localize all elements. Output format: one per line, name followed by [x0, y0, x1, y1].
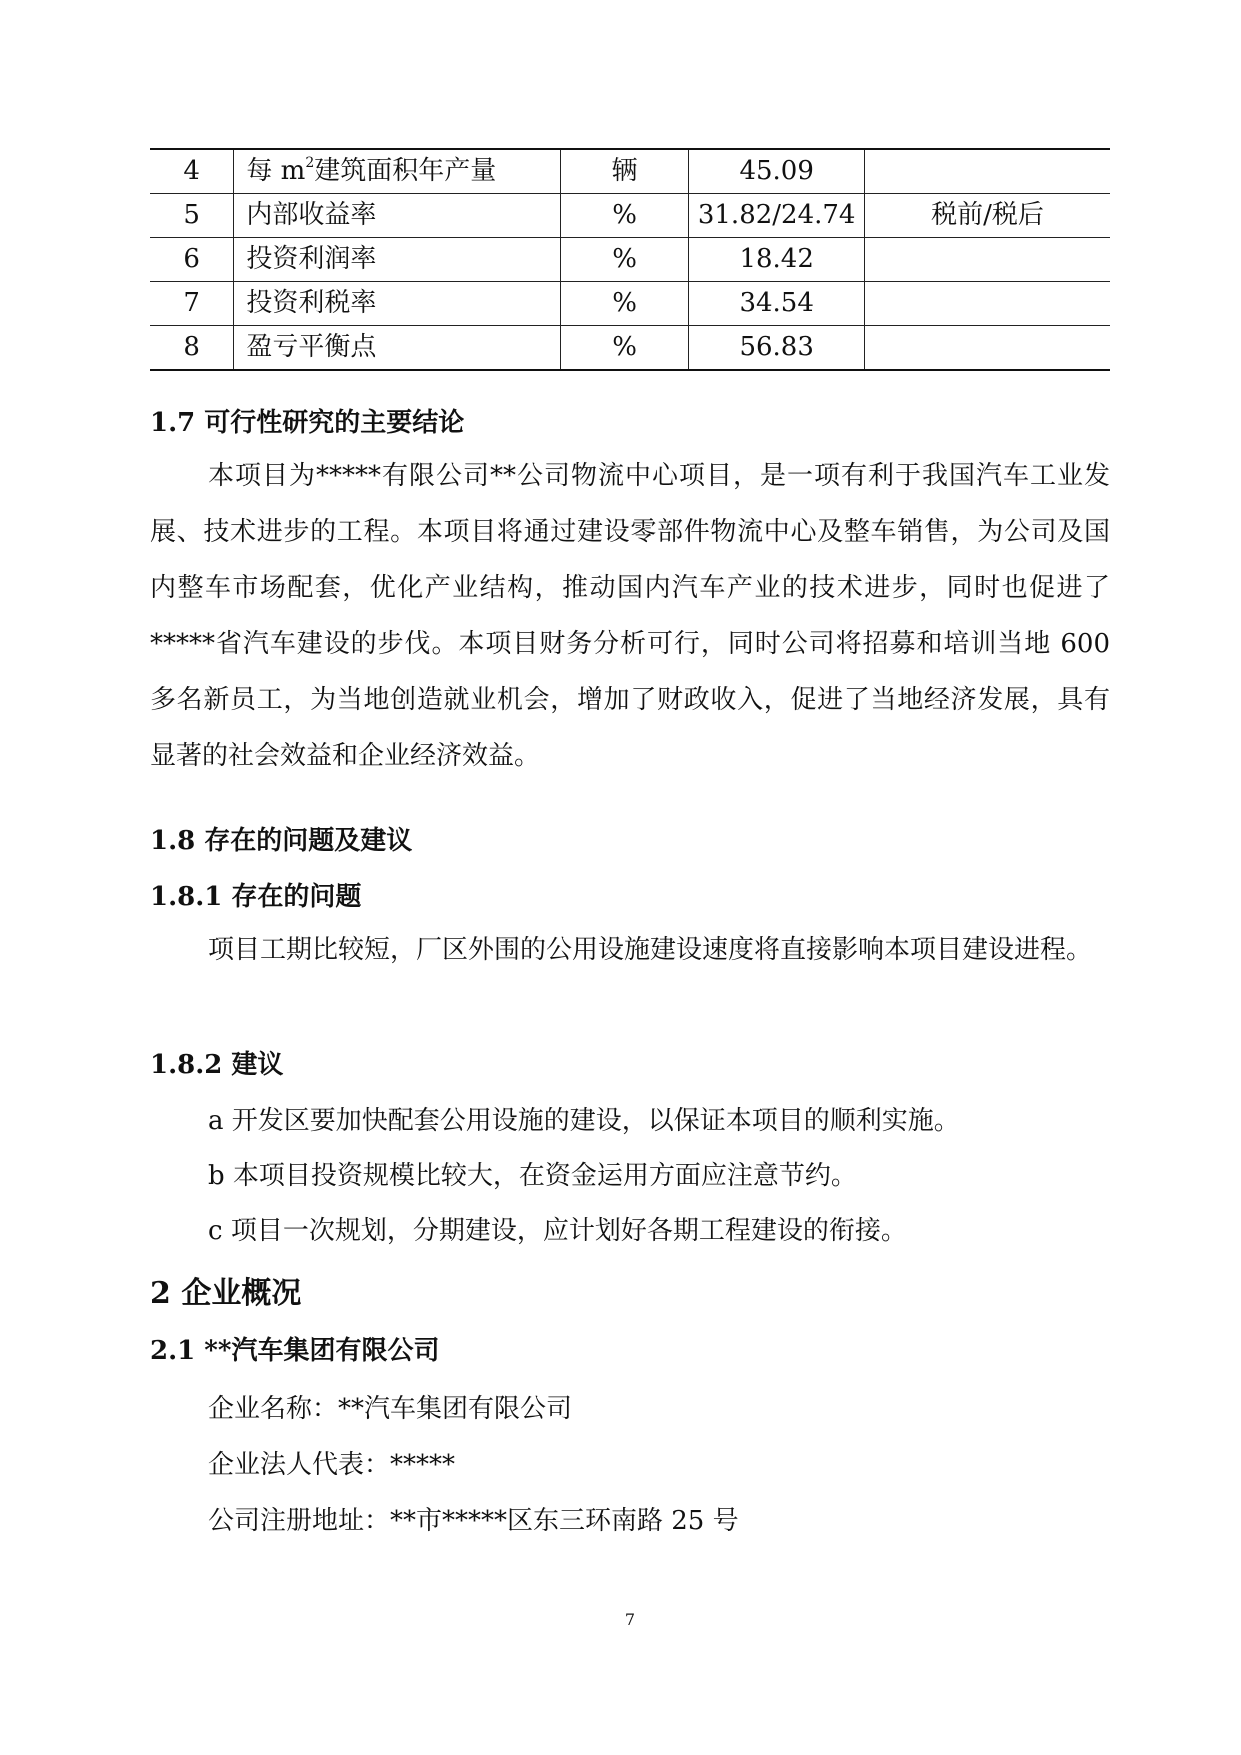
page-number: 7: [624, 1610, 636, 1629]
chapter-heading-2: 2 企业概况: [150, 1276, 302, 1311]
metric-name: 盈亏平衡点: [234, 326, 560, 371]
table-row: [150, 238, 1110, 282]
table-row: [150, 149, 1110, 194]
row-number: 6: [150, 238, 234, 282]
suggestion-item: a 开发区要加快配套公用设施的建设，以保证本项目的顺利实施。: [208, 1106, 960, 1136]
suggestion-item: b 本项目投资规模比较大，在资金运用方面应注意节约。: [208, 1161, 857, 1191]
row-number: 8: [150, 326, 234, 371]
metric-unit: 辆: [560, 149, 689, 194]
metric-note: [864, 149, 1110, 194]
metric-value: 34.54: [689, 282, 865, 326]
metric-name: 投资利税率: [234, 282, 560, 326]
suggestion-item: c 项目一次规划，分期建设，应计划好各期工程建设的衔接。: [208, 1216, 907, 1246]
section-heading-1-8: 1.8 存在的问题及建议: [150, 826, 413, 856]
company-name-line: 企业名称：**汽车集团有限公司: [208, 1394, 573, 1424]
problem-paragraph: 项目工期比较短，厂区外围的公用设施建设速度将直接影响本项目建设进程。: [208, 935, 1093, 965]
table-row: [150, 194, 1110, 238]
metric-unit: %: [560, 282, 689, 326]
table-row: [150, 282, 1110, 326]
row-number: 4: [150, 149, 234, 194]
metric-name: 每 $m^2$建筑面积年产量: [234, 149, 560, 194]
legal-representative-line: 企业法人代表：*****: [208, 1450, 456, 1480]
section-heading-2-1: 2.1 **汽车集团有限公司: [150, 1336, 440, 1366]
section-heading-1-7: 1.7 可行性研究的主要结论: [150, 408, 465, 438]
metric-value: 56.83: [689, 326, 865, 371]
metric-name: 内部收益率: [234, 194, 560, 238]
row-number: 5: [150, 194, 234, 238]
metric-name: 投资利润率: [234, 238, 560, 282]
metric-value: 18.42: [689, 238, 865, 282]
metric-unit: %: [560, 326, 689, 371]
conclusion-paragraph: 本项目为*****有限公司**公司物流中心项目，是一项有利于我国汽车工业发展、技术进步的工程。本项目将通过建设零部件物流中心及整车销售，为公司及国内整车市场配套，优化产业结构，推动国内汽车产业的技术进步，同时也促进了*****省汽车建设的步伐。本项目财务分析可行，同时公司将招募和培训当地 600 多名新员工，为当地创造就业机会，增加了财政收入，促进了当地经济发展，具有显著的社会效益和企业经济效益。: [150, 461, 1110, 771]
metric-unit: %: [560, 238, 689, 282]
metric-note: [864, 282, 1110, 326]
metric-note: 税前/税后: [864, 194, 1110, 238]
section-heading-1-8-1: 1.8.1 存在的问题: [150, 882, 362, 912]
section-heading-1-8-2: 1.8.2 建议: [150, 1050, 284, 1080]
metric-note: [864, 238, 1110, 282]
metric-unit: %: [560, 194, 689, 238]
table-row: [150, 326, 1110, 371]
metric-value: 45.09: [689, 149, 865, 194]
metric-note: [864, 326, 1110, 371]
registered-address-line: 公司注册地址：**市*****区东三环南路 25 号: [208, 1506, 739, 1536]
metric-value: 31.82/24.74: [689, 194, 865, 238]
row-number: 7: [150, 282, 234, 326]
metrics-table: [150, 148, 1110, 371]
